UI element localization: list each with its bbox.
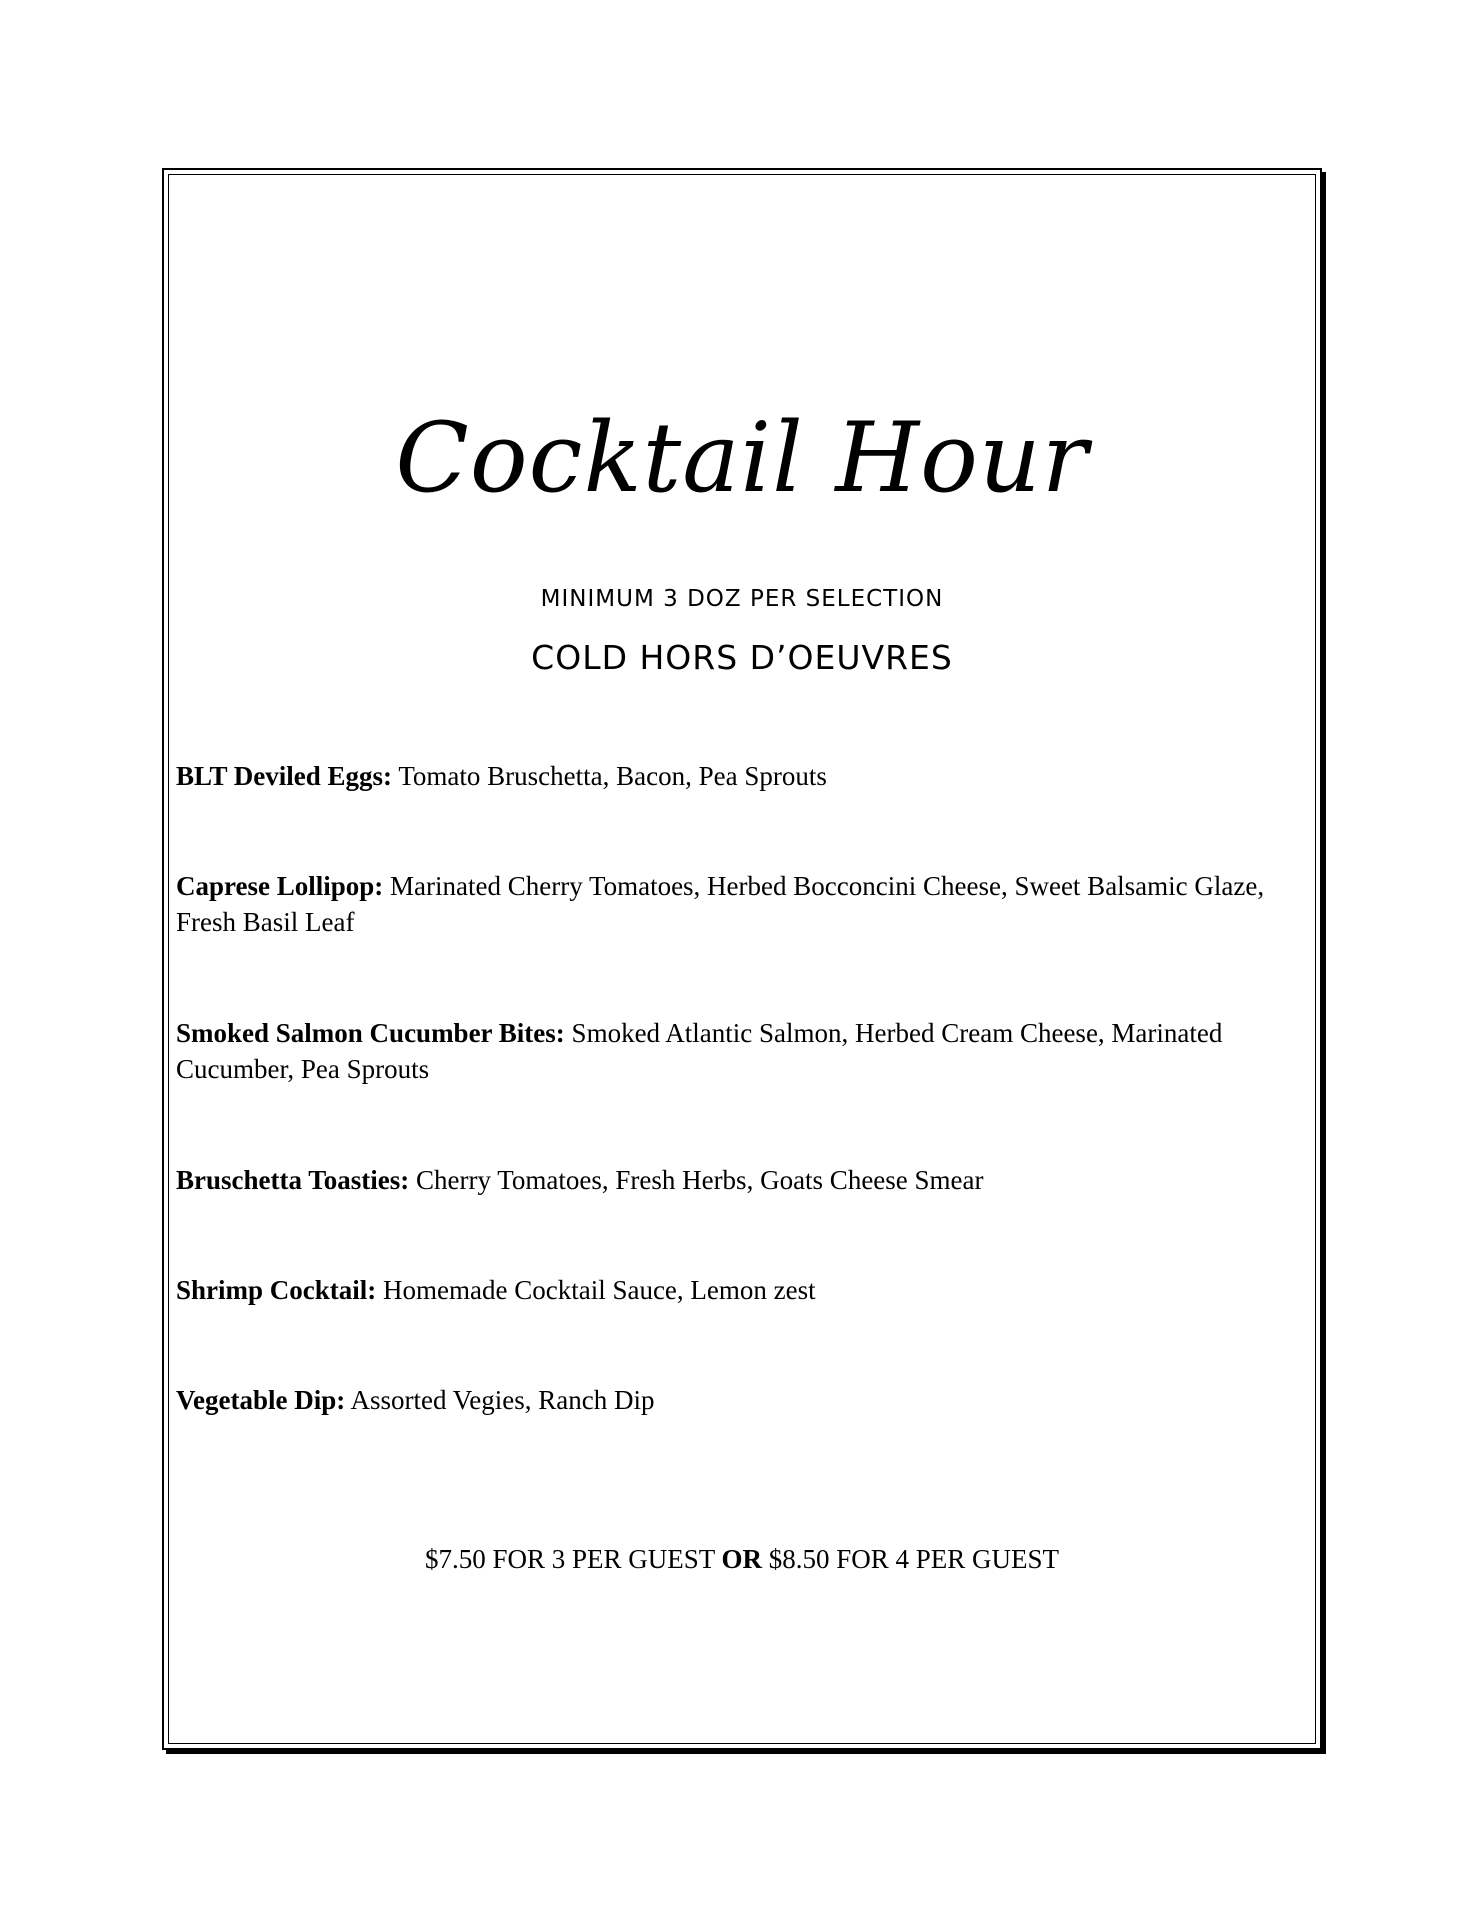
menu-item-name: Caprese Lollipop: [176,871,384,901]
menu-item [176,1162,1310,1198]
minimum-note: MINIMUM 3 DOZ PER SELECTION [540,586,944,612]
pricing-option-2: $8.50 FOR 4 PER GUEST [768,1544,1060,1574]
pricing-line [164,1544,1320,1575]
menu-item [176,868,1310,940]
pricing-option-1: $7.50 FOR 3 PER GUEST [424,1544,715,1574]
menu-item-description: Assorted Vegies, Ranch Dip [350,1385,655,1415]
menu-item-description: Cherry Tomatoes, Fresh Herbs, Goats Cheese Smear [416,1165,984,1195]
menu-item [176,1272,1310,1308]
menu-item [176,1015,1310,1087]
menu-item [176,1382,1310,1418]
menu-item-name: Bruschetta Toasties: [176,1165,410,1195]
menu-item-name: Shrimp Cocktail: [176,1275,377,1305]
menu-item [176,758,1310,794]
menu-item-description: Homemade Cocktail Sauce, Lemon zest [383,1275,816,1305]
menu-title: Cocktail Hour [395,402,1089,514]
menu-item-name: BLT Deviled Eggs: [176,761,393,791]
menu-item-description: Marinated Cherry Tomatoes, Herbed Bocconcini Cheese, Sweet Balsamic Glaze, Fresh Basil Leaf [176,871,1265,937]
menu-item-description: Tomato Bruschetta, Bacon, Pea Sprouts [398,761,827,791]
section-heading: COLD HORS D’OEUVRES [531,638,953,677]
menu-item-name: Vegetable Dip: [176,1385,346,1415]
menu-item-description: Smoked Atlantic Salmon, Herbed Cream Cheese, Marinated Cucumber, Pea Sprouts [176,1018,1223,1084]
menu-item-name: Smoked Salmon Cucumber Bites: [176,1018,565,1048]
pricing-connector: OR [721,1544,762,1574]
menu-frame [162,168,1322,1750]
